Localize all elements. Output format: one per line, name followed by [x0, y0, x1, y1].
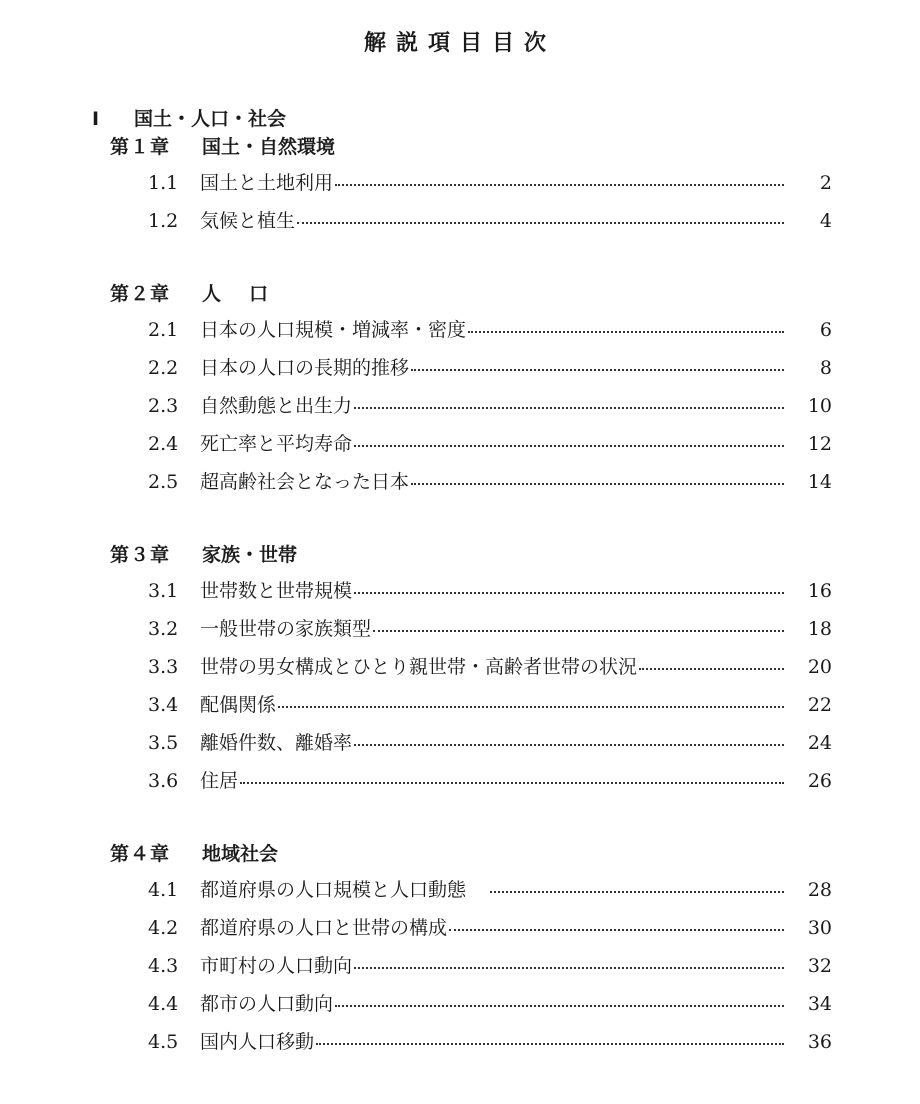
leader-dots [639, 668, 784, 670]
entry-title: 自然動態と出生力 [200, 395, 353, 417]
toc-entry[interactable] [148, 353, 832, 383]
entry-page: 36 [807, 1031, 832, 1053]
entry-title: 都道府県の人口規模と人口動態 [200, 879, 467, 901]
part-number: Ⅰ [92, 108, 100, 130]
toc-entry[interactable] [148, 728, 832, 758]
entry-number: 4.2 [148, 917, 179, 939]
entry-title: 一般世帯の家族類型 [200, 618, 372, 640]
leader-dots [354, 967, 784, 969]
entry-page: 34 [807, 993, 832, 1015]
entry-title: 死亡率と平均寿命 [200, 433, 353, 455]
chapter-title: 国土・自然環境 [202, 136, 336, 158]
entry-title: 世帯数と世帯規模 [200, 580, 353, 602]
toc-entry[interactable] [148, 652, 832, 682]
entry-title: 住居 [200, 770, 239, 792]
entry-page: 10 [807, 395, 832, 417]
toc-entry[interactable] [148, 429, 832, 459]
entry-page: 4 [819, 210, 832, 232]
entry-page: 20 [807, 656, 832, 678]
entry-page: 16 [807, 580, 832, 602]
entry-number: 2.3 [148, 395, 179, 417]
entry-number: 1.2 [148, 210, 179, 232]
chapter-heading [110, 540, 297, 570]
entry-page: 30 [807, 917, 832, 939]
leader-dots [354, 592, 784, 594]
entry-number: 3.3 [148, 656, 179, 678]
entry-page: 28 [807, 879, 832, 901]
toc-entry[interactable] [148, 614, 832, 644]
toc-entry[interactable] [148, 206, 832, 236]
leader-dots [354, 445, 784, 447]
entry-number: 2.1 [148, 319, 179, 341]
entry-number: 4.3 [148, 955, 179, 977]
chapter-number: 第１章 [110, 136, 171, 158]
entry-title: 国土と土地利用 [200, 172, 334, 194]
chapter-number: 第２章 [110, 283, 171, 305]
entry-title: 世帯の男女構成とひとり親世帯・高齢者世帯の状況 [200, 656, 638, 678]
leader-dots [335, 1005, 784, 1007]
toc-entry[interactable] [148, 576, 832, 606]
leader-dots [240, 782, 784, 784]
toc-entry[interactable] [148, 315, 832, 345]
entry-title: 日本の人口の長期的推移 [200, 357, 410, 379]
entry-page: 18 [807, 618, 832, 640]
entry-number: 3.4 [148, 694, 179, 716]
toc-entry[interactable] [148, 1027, 832, 1057]
entry-page: 32 [807, 955, 832, 977]
chapter-heading [110, 279, 296, 309]
entry-number: 4.5 [148, 1031, 179, 1053]
entry-page: 8 [819, 357, 832, 379]
entry-title: 日本の人口規模・増減率・密度 [200, 319, 467, 341]
entry-number: 2.2 [148, 357, 179, 379]
toc-entry[interactable] [148, 875, 832, 905]
leader-dots [490, 891, 784, 893]
entry-number: 3.1 [148, 580, 179, 602]
entry-number: 3.6 [148, 770, 179, 792]
toc-entry[interactable] [148, 766, 832, 796]
chapter-title: 地域社会 [202, 843, 279, 865]
entry-number: 4.1 [148, 879, 179, 901]
leader-dots [297, 222, 784, 224]
toc-entry[interactable] [148, 951, 832, 981]
entry-title: 気候と植生 [200, 210, 296, 232]
chapter-number: 第３章 [110, 544, 171, 566]
chapter-title: 人口 [202, 283, 297, 305]
entry-page: 2 [819, 172, 832, 194]
leader-dots [449, 929, 784, 931]
chapter-heading [110, 132, 335, 162]
entry-number: 2.5 [148, 471, 179, 493]
leader-dots [278, 706, 784, 708]
part-title: 国土・人口・社会 [134, 108, 287, 130]
leader-dots [468, 331, 784, 333]
entry-page: 12 [807, 433, 832, 455]
entry-title: 都道府県の人口と世帯の構成 [200, 917, 448, 939]
toc-entry[interactable] [148, 391, 832, 421]
entry-title: 都市の人口動向 [200, 993, 334, 1015]
entry-page: 26 [807, 770, 832, 792]
entry-page: 14 [807, 471, 832, 493]
entry-number: 1.1 [148, 172, 179, 194]
toc-entry[interactable] [148, 467, 832, 497]
leader-dots [354, 744, 784, 746]
entry-page: 6 [819, 319, 832, 341]
part-heading [92, 104, 286, 131]
entry-number: 3.2 [148, 618, 179, 640]
page-title: 解説項目目次 [363, 31, 556, 56]
leader-dots [411, 483, 784, 485]
entry-title: 国内人口移動 [200, 1031, 315, 1053]
entry-title: 配偶関係 [200, 694, 277, 716]
chapter-number: 第４章 [110, 843, 171, 865]
leader-dots [411, 369, 784, 371]
entry-number: 3.5 [148, 732, 179, 754]
entry-title: 市町村の人口動向 [200, 955, 353, 977]
entry-page: 22 [807, 694, 832, 716]
leader-dots [316, 1043, 784, 1045]
chapter-heading [110, 839, 278, 869]
toc-entry[interactable] [148, 168, 832, 198]
leader-dots [335, 184, 784, 186]
leader-dots [354, 407, 784, 409]
toc-entry[interactable] [148, 989, 832, 1019]
toc-entry[interactable] [148, 690, 832, 720]
entry-number: 2.4 [148, 433, 179, 455]
leader-dots [373, 630, 784, 632]
toc-entry[interactable] [148, 913, 832, 943]
entry-page: 24 [807, 732, 832, 754]
chapter-title: 家族・世帯 [202, 544, 298, 566]
entry-number: 4.4 [148, 993, 179, 1015]
entry-title: 離婚件数、離婚率 [200, 732, 353, 754]
entry-title: 超高齢社会となった日本 [200, 471, 410, 493]
